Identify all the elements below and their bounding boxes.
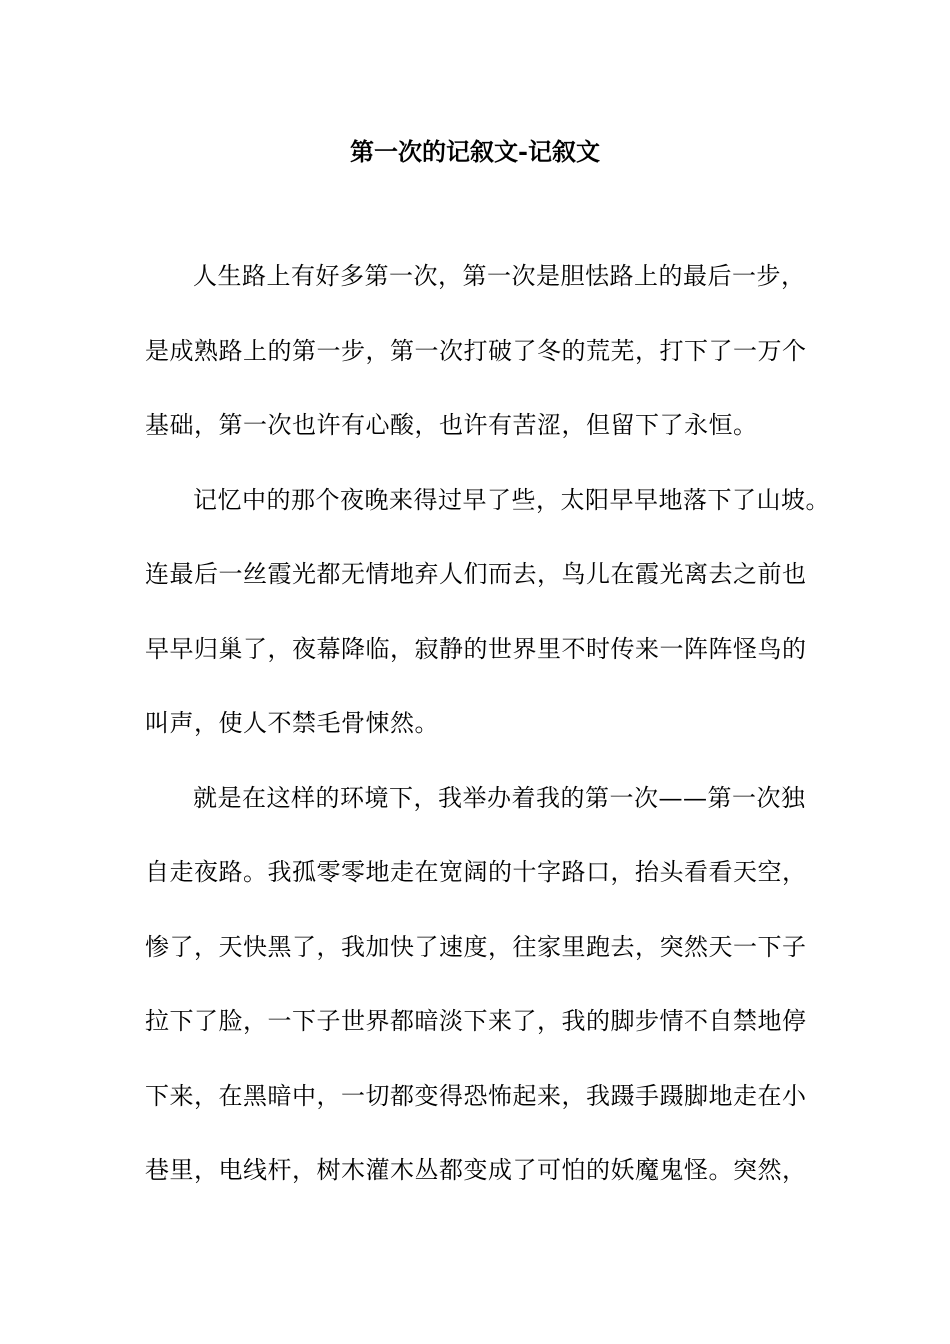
- paragraph-3-line-1: 就是在这样的环境下，我举办着我的第一次——第一次独: [193, 783, 806, 812]
- paragraph-3-line-3: 惨了，天快黑了，我加快了速度，往家里跑去，突然天一下子: [145, 932, 807, 961]
- paragraph-3-line-2: 自走夜路。我孤零零地走在宽阔的十字路口，抬头看看天空，: [145, 858, 807, 886]
- paragraph-2-line-2: 连最后一丝霞光都无情地弃人们而去，鸟儿在霞光离去之前也: [145, 560, 807, 588]
- paragraph-2-line-1: 记忆中的那个夜晚来得过早了些，太阳早早地落下了山坡。: [193, 485, 830, 514]
- document-body: [145, 256, 830, 1225]
- paragraph-1-line-1: 人生路上有好多第一次，第一次是胆怯路上的最后一步，: [193, 262, 806, 290]
- paragraph-3-line-4: 拉下了脸，一下子世界都暗淡下来了，我的脚步情不自禁地停: [145, 1007, 807, 1035]
- paragraph-1-line-2: 是成熟路上的第一步，第一次打破了冬的荒芜，打下了一万个: [145, 336, 807, 365]
- paragraph-3-line-5: 下来，在黑暗中，一切都变得恐怖起来，我蹑手蹑脚地走在小: [145, 1081, 807, 1110]
- paragraph-1-line-3: 基础，第一次也许有心酸，也许有苦涩，但留下了永恒。: [145, 411, 758, 439]
- paragraph-2-line-3: 早早归巢了，夜幕降临，寂静的世界里不时传来一阵阵怪鸟的: [145, 634, 807, 663]
- paragraph-2-line-4: 叫声，使人不禁毛骨悚然。: [145, 709, 439, 737]
- paragraph-3-line-6: 巷里，电线杆，树木灌木丛都变成了可怕的妖魔鬼怪。突然，: [145, 1156, 807, 1184]
- document-title: 第一次的记叙文-记叙文: [350, 137, 600, 166]
